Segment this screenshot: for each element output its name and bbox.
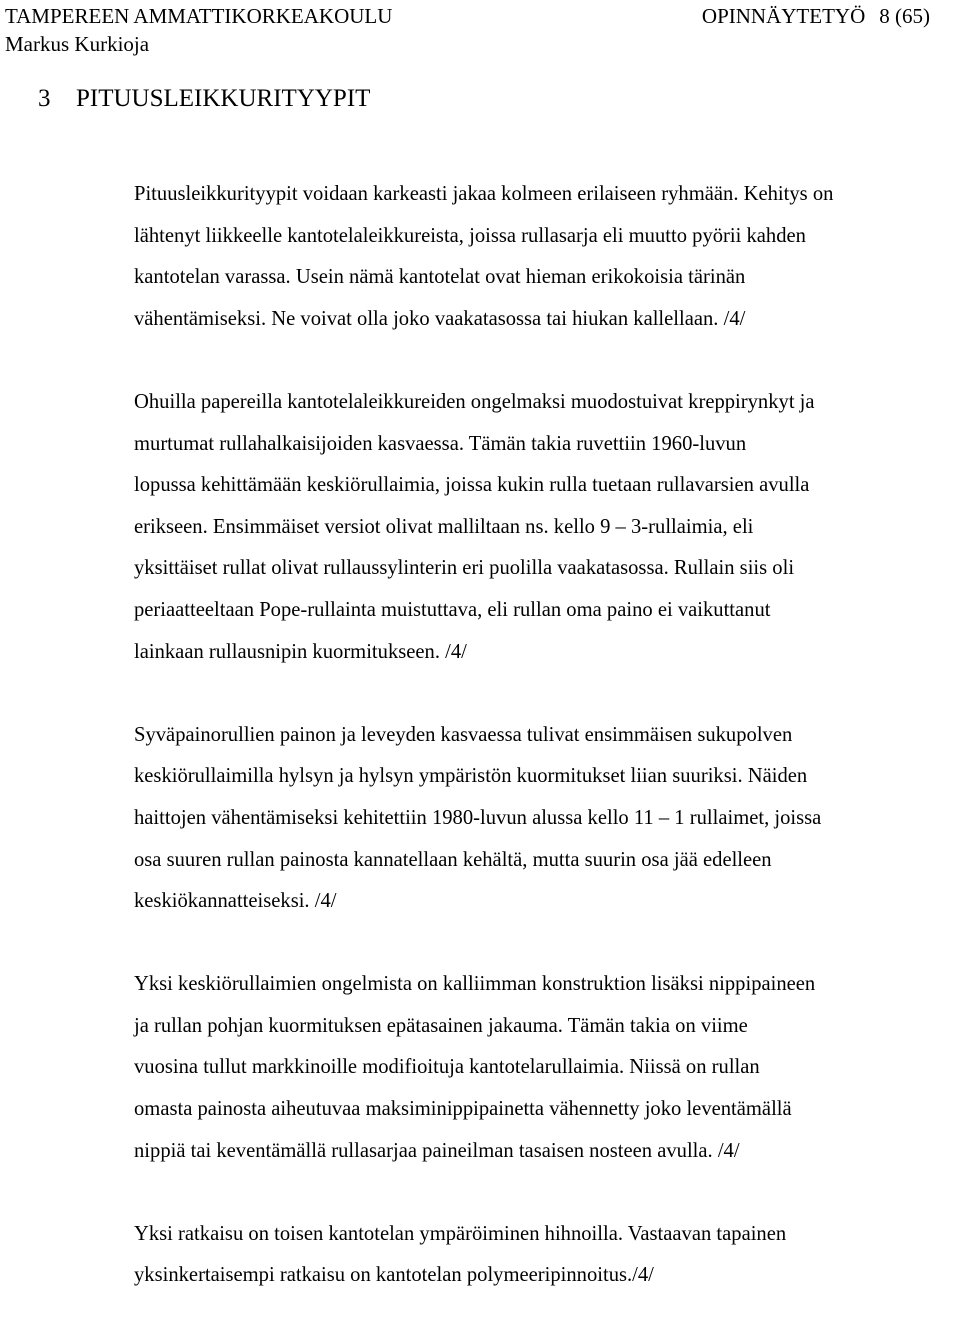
text-line: keskiörullaimilla hylsyn ja hylsyn ympäristön kuormitukset liian suuriksi. Näiden (134, 765, 808, 788)
text-line: yksinkertaisempi ratkaisu on kantotelan polymeeripinnoitus./4/ (134, 1264, 654, 1287)
chapter-heading (38, 82, 370, 116)
text-line: Ohuilla papereilla kantotelaleikkureiden ongelmaksi muodostuivat kreppirynkyt ja (134, 390, 815, 413)
institution-name: TAMPEREEN AMMATTIKORKEAKOULU (5, 4, 393, 28)
text-line: erikseen. Ensimmäiset versiot olivat malliltaan ns. kello 9 – 3-rullaimia, eli (134, 515, 754, 538)
text-line: lainkaan rullausnipin kuormitukseen. /4/ (134, 640, 467, 663)
text-line: yksittäiset rullat olivat rullaussylinterin eri puolilla vaakatasossa. Rullain siis oli (134, 557, 795, 580)
text-line: haittojen vähentämiseksi kehitettiin 1980-luvun alussa kello 11 – 1 rullaimet, joissa (134, 806, 822, 829)
header-row (5, 2, 930, 30)
paragraph-1 (134, 174, 944, 340)
paragraph-2 (134, 382, 944, 673)
text-line: Yksi ratkaisu on toisen kantotelan ympäröiminen hihnoilla. Vastaavan tapainen (134, 1222, 787, 1245)
text-line: nippiä tai keventämällä rullasarjaa paineilman tasaisen nosteen avulla. /4/ (134, 1139, 740, 1162)
text-line: Syväpainorullien painon ja leveyden kasvaessa tulivat ensimmäisen sukupolven (134, 723, 793, 746)
text-line: kantotelan varassa. Usein nämä kantotelat ovat hieman erikokoisia tärinän (134, 266, 746, 289)
header-right (702, 2, 930, 30)
text-line: keskiökannatteiseksi. /4/ (134, 890, 337, 913)
text-line: osa suuren rullan painosta kannatellaan kehältä, mutta suurin osa jää edelleen (134, 848, 772, 871)
text-line: periaatteeltaan Pope-rullainta muistuttava, eli rullan oma paino ei vaikuttanut (134, 598, 771, 621)
paragraph-3 (134, 715, 944, 923)
page-number: 8 (65) (879, 4, 930, 28)
text-line: Yksi keskiörullaimien ongelmista on kalliimman konstruktion lisäksi nippipaineen (134, 973, 816, 996)
paragraph-4 (134, 964, 944, 1172)
chapter-title: PITUUSLEIKKURITYYPIT (76, 85, 371, 112)
body-text (134, 174, 944, 1339)
document-type: OPINNÄYTETYÖ (701, 4, 866, 28)
text-line: omasta painosta aiheutuvaa maksiminippipainetta vähennetty joko leventämällä (134, 1098, 792, 1121)
text-line: vuosina tullut markkinoille modifioituja kantotelarullaimia. Niissä on rullan (134, 1056, 760, 1079)
text-line: lopussa kehittämään keskiörullaimia, joissa kukin rulla tuetaan rullavarsien avulla (134, 474, 810, 497)
chapter-number: 3 (38, 85, 51, 112)
text-line: vähentämiseksi. Ne voivat olla joko vaakatasossa tai hiukan kallellaan. /4/ (134, 307, 746, 330)
text-line: murtumat rullahalkaisijoiden kasvaessa. Tämän takia ruvettiin 1960-luvun (134, 432, 747, 455)
text-line: lähtenyt liikkeelle kantotelaleikkureista, joissa rullasarja eli muutto pyörii kahden (134, 224, 806, 247)
author-name: Markus Kurkioja (5, 32, 150, 56)
text-line: Pituusleikkurityypit voidaan karkeasti jakaa kolmeen erilaiseen ryhmään. Kehitys on (134, 183, 834, 205)
paragraph-5 (134, 1214, 944, 1297)
page-header (5, 2, 930, 58)
text-line: ja rullan pohjan kuormituksen epätasainen jakauma. Tämän takia on viime (134, 1014, 748, 1037)
